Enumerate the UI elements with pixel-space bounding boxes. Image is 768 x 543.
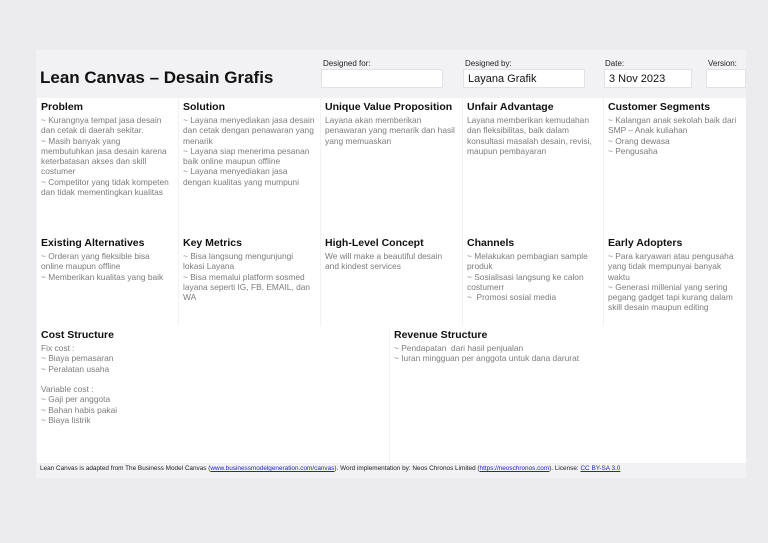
existing-alternatives-section bbox=[37, 234, 178, 329]
problem-title: Problem bbox=[41, 101, 84, 113]
designed-by-field[interactable]: Layana Grafik bbox=[463, 69, 585, 88]
early-adopters-section bbox=[604, 234, 746, 329]
license-link[interactable]: CC BY-SA 3.0 bbox=[580, 465, 621, 472]
key-metrics-section bbox=[179, 234, 320, 329]
customer-segments-body: ~ Kalangan anak sekolah baik dari SMP – Anak kuliahan ~ Orang dewasa ~ Pengusaha bbox=[608, 115, 737, 156]
revenue-structure-section bbox=[390, 326, 746, 463]
footer-text-3: ). License: bbox=[549, 465, 581, 472]
key-metrics-title: Key Metrics bbox=[183, 237, 242, 249]
designed-for-field[interactable] bbox=[321, 69, 443, 88]
version-label: Version: bbox=[708, 59, 737, 68]
customer-segments-section bbox=[604, 98, 746, 234]
early-adopters-body: ~ Para karyawan atau pengusaha yang tidak mempunyai banyak waktu ~ Generasi millenial yang sering pegang gadget tapi kurang dalam skill desain maupun editing bbox=[608, 251, 734, 313]
high-level-concept-section bbox=[321, 234, 462, 329]
solution-section bbox=[179, 98, 320, 234]
neoschronos-link[interactable]: https://neoschronos.com bbox=[479, 465, 550, 472]
business-model-link[interactable]: www.businessmodelgeneration.com/canvas bbox=[210, 465, 335, 472]
footer-text-2: ). Word implementation by: Neos Chronos Limited ( bbox=[334, 465, 480, 472]
page-title: Lean Canvas – Desain Grafis bbox=[40, 68, 274, 87]
revenue-structure-body: ~ Pendapatan dari hasil penjualan ~ Iuran mingguan per anggota untuk dana darurat bbox=[394, 343, 580, 364]
footer-note bbox=[40, 465, 620, 472]
unfair-advantage-body: Layana memberikan kemudahan dan fleksibilitas, baik dalam konsultasi masalah desain, revisi, maupun pembayaran bbox=[467, 115, 595, 156]
channels-section bbox=[463, 234, 603, 329]
high-level-concept-body: We will make a beautiful desain and kindest services bbox=[325, 251, 445, 272]
channels-body: ~ Melakukan pembagian sample produk ~ Sosialisasi langsung ke calon costumerr ~ Promosi sosial media bbox=[467, 251, 588, 303]
unfair-advantage-section bbox=[463, 98, 603, 234]
date-field[interactable]: 3 Nov 2023 bbox=[604, 69, 692, 88]
version-field[interactable] bbox=[706, 69, 746, 88]
channels-title: Channels bbox=[467, 237, 515, 249]
high-level-concept-title: High-Level Concept bbox=[325, 237, 424, 249]
uvp-title: Unique Value Proposition bbox=[325, 101, 453, 113]
designed-for-label: Designed for: bbox=[323, 59, 371, 68]
footer-text-1: Lean Canvas is adapted from The Business Model Canvas ( bbox=[40, 465, 211, 472]
problem-body: ~ Kurangnya tempat jasa desain dan cetak di daerah sekitar. ~ Masih banyak yang membutuhkan jasa desain karena keterbatasan akses dan skill costumer ~ Competitor yang tidak kompeten dan tidak mementingkan kualitas bbox=[41, 115, 169, 198]
cost-structure-body: Fix cost : ~ Biaya pemasaran ~ Peralatan usaha Variable cost : ~ Gaji per anggota ~ Bahan habis pakai ~ Biaya listrik bbox=[41, 343, 118, 426]
early-adopters-title: Early Adopters bbox=[608, 237, 683, 249]
revenue-structure-title: Revenue Structure bbox=[394, 329, 488, 341]
solution-title: Solution bbox=[183, 101, 225, 113]
existing-alternatives-title: Existing Alternatives bbox=[41, 237, 145, 249]
key-metrics-body: ~ Bisa langsung mengunjungi lokasi Layana ~ Bisa memalui platform sosmed layana seperti IG, FB, EMAIL, dan WA bbox=[183, 251, 311, 303]
problem-section bbox=[37, 98, 178, 234]
cost-structure-title: Cost Structure bbox=[41, 329, 114, 341]
date-label: Date: bbox=[605, 59, 625, 68]
designed-by-label: Designed by: bbox=[465, 59, 512, 68]
solution-body: ~ Layana menyediakan jasa desain dan cetak dengan penawaran yang menarik ~ Layana siap menerima pesanan baik online maupun offline ~ Layana menyediakan jasa dengan kualitas yang mumpuni bbox=[183, 115, 315, 187]
cost-structure-section bbox=[37, 326, 389, 463]
unfair-advantage-title: Unfair Advantage bbox=[467, 101, 554, 113]
uvp-body: Layana akan memberikan penawaran yang menarik dan hasil yang memuaskan bbox=[325, 115, 458, 146]
customer-segments-title: Customer Segments bbox=[608, 101, 711, 113]
existing-alternatives-body: ~ Orderan yang fleksible bisa online maupun offline ~ Memberikan kualitas yang baik bbox=[41, 251, 164, 282]
